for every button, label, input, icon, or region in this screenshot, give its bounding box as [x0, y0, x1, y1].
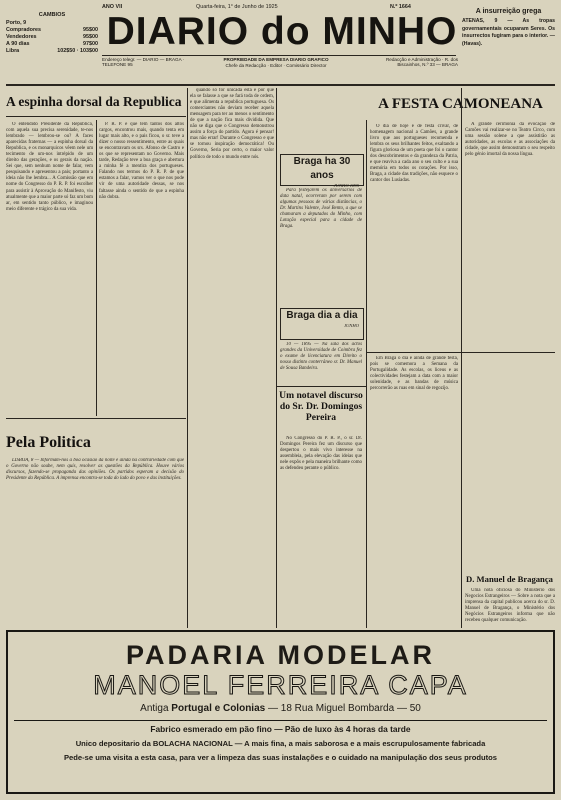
notavel-headline: Um notavel discurso do Sr. Dr. Domingos Pereira: [279, 390, 363, 423]
festa-col-1: [370, 124, 458, 348]
bragadia-date: JUNHO: [343, 323, 359, 328]
pela-politica-body: [6, 458, 184, 626]
cambios-row-value: 95$00: [83, 27, 98, 34]
manuel-text: Uma nota oficiosa do Ministerio dos Negocios Estrangeiros — Sobre a nota que a imprensa da capital publicou acerca do sr. D. Manuel de Bragança, o Ministério dos Negócios Estrangeiros informa que não recebeu qualquer comunicação.: [465, 588, 555, 624]
pela-politica-text: LISBOA, 8 — Informam-nos a boa ocasião da noite e ainda na contrariedade com que o Governo não soube, nem quis, resolver as questões da República. Houve vários discursos, fazendo-se propaganda das opiniões. Os partidos esperam a decisão do Presidente da República. A imprensa encontra-se toda do lado do povo e das instituições.: [6, 458, 184, 482]
bragadia-text: 10 — 1895 — Na sala dos actos grandes da Universidade de Coimbra fez o exame de licenciatura em Direito o nosso distinto conterrâneo sr. Dr. Manuel de Sousa Bandeira.: [280, 342, 362, 372]
ad-address-prefix: Antiga: [140, 703, 169, 714]
telegraph-address: Endereço telegr. — DIARIO — BRAGA · TELEFONE 95: [102, 57, 185, 68]
ad-subtitle: MANOEL FERREIRA CAPA: [93, 670, 468, 700]
ad-line-3: Pede-se uma visita a esta casa, para ver a limpeza das suas instalações e o cuidado na manipulação dos seus produtos: [63, 753, 498, 762]
festa-col-2-text: A grande cerimónia da evocação de Camões vai realizar-se no Teatro Circo, com uma sessão solene a que assistirão as autoridades, as escolas e as associações da cidade, que assim demonstram o seu respeito pelo génio imortal da nossa língua.: [465, 122, 555, 158]
espinha-headline: A espinha dorsal da Republica: [6, 94, 182, 109]
braga30-date: JUNHO 1895: [333, 183, 359, 188]
espinha-col-1: [6, 122, 93, 414]
notavel-text: No Congresso do P. R. P., o sr. Dr. Domingos Pereira fez um discurso que despertou o mais vivo interesse na assembleia, pela elevação das ideias que nele expôs e pela maneira brilhante como as defendeu perante o público.: [280, 436, 362, 472]
padaria-ad: [6, 630, 555, 794]
bragadia-header: [280, 308, 364, 340]
ad-address-bold: Portugal e Colonias: [171, 703, 266, 714]
braga30-header: [280, 154, 364, 186]
cambios-title: CAMBIOS: [38, 12, 66, 18]
staff-line: Chefe da Redacção · Editor · Comissário Director: [225, 63, 327, 68]
pela-politica-headline: Pela Politica: [6, 434, 91, 451]
festa-col-3-text: Em Braga o dia é ainda de grande festa, pois se comemora a Semana da Portugalidade. As escolas, os liceus e as colectividades festejam a data com a maior solenidade, e as bandas de música percorrerão as ruas em sinal de regozijo.: [370, 356, 458, 392]
date-label: Quarta-feira, 1° de Junho de 1925: [196, 4, 278, 10]
year-label: ANO VII: [102, 4, 123, 10]
espinha-col-1-text: O entendido Presidente da Republica, com aquela sua precisa serenidade, te-nos lembrado — lembrou-se ou? A faces aparecidas fraternas — a espinha dorsal da Republica, e os monarquicos vêem nele um tecimento de um-nos intrépido de um direito das gerações, e os gerais da nação. Sei que, sem nenhum nome de falar, vem pesquisando e apresentou a pais; portanto a ideia não lhe lembra... A Comissão que em nome do Congresso do P. R. P. foi escolher para assistir à Aprovação do Manifesto, viu atualmente que a maior parte só faz um bom ar, em sentido tanto público, e imaginou meio diferente e trágico da sua vida.: [6, 122, 93, 212]
espinha-col-3: [190, 88, 274, 414]
espinha-col-2: [99, 122, 184, 414]
festa-col-1-text: O dia de hoje é de festa crivar, de homenagem nacional a Camões, a grande livro que aos portugueses recomenda e lembra os seus brilhantes feitos, exaltando a figura gloriosa de um poeta que foi o cantor dos descobrimentos e da grandeza da Patria, e que reaviva a cada ano o seu culto e a sua memória em todos os corações. Por isso, Braga, a cidade das tradições, não esquece o cantor dos Lusíadas.: [370, 124, 458, 184]
cambios-row: [6, 27, 98, 34]
newspaper-page: [6, 4, 555, 796]
cambios-row: [6, 41, 98, 48]
cambios-row: [6, 48, 98, 55]
braga30-body: [280, 188, 362, 303]
cambios-row-value: 102$50 · 103$00: [57, 48, 98, 55]
festa-headline: A FESTA CAMONEANA: [378, 96, 543, 112]
address-line: Redacção e Administração · R. dos Biscainhos, N.º 33 — BRAGA: [385, 57, 458, 68]
ownership-line: PROPRIEDADE DA EMPRESA DIARIO GRAFICO: [223, 57, 329, 62]
notavel-body: [280, 436, 362, 626]
issue-number: N.º 1664: [390, 4, 411, 10]
manuel-headline: D. Manuel de Bragança: [466, 574, 553, 584]
bragadia-title: Braga dia a dia: [286, 310, 358, 321]
cambios-row-label: Compradores: [6, 27, 42, 34]
braga30-text: Para festejarem os aniversários de data natal, ocorreram por serem com algumas pessoas de várias distâncias, o Dr. Martins Valente, José Bento, a que se chamaram a deputados do Minho, com Lotação especial para a cidade de Braga.: [280, 188, 362, 230]
festa-col-2: [465, 122, 555, 348]
insurreicao-body: ATENAS, 9 — As tropas governamentais ocuparam Seres. Os insurrectos fugiram para o interior. — (Havas).: [462, 18, 555, 47]
insurreicao-title: A insurreição grega: [475, 8, 542, 15]
cambios-row-value: 95$00: [83, 34, 98, 41]
cambios-row-label: A 90 dias: [6, 41, 30, 48]
cambios-row-value: 97$00: [83, 41, 98, 48]
cambios-row-label: Porto, 9: [6, 20, 27, 27]
bragadia-body: [280, 342, 362, 382]
cambios-row-label: Libra: [6, 48, 20, 55]
cambios-row: [6, 20, 98, 27]
cambios-box: [6, 12, 98, 82]
cambios-row-label: Vendedores: [6, 34, 37, 41]
espinha-col-2-text: P. R. P. e que tem tantos dos altos cargos, encontrou mais, quando tenta em lugar mais alto, e o pais ficou, o sr. teve a dizer o nosso ressentimento, entre as quais se encontravam os srs. Afonso de Castro e os que se representam no Governo. Mais tarde, Redação teve a boa graça e abertura a minha fé a mentira dos portugueses. Falando nos termos do P. R. P. de que estamos a falar, vamos ver o que nos pode vir de uma autoridade dessas, se nos faltasse ainda o sentido de que a espinha não dobra.: [99, 122, 184, 200]
ad-line-2: Unico depositario da BOLACHA NACIONAL — A mais fina, a mais saborosa e a mais escrupulosamente fabricada: [75, 739, 486, 748]
ad-address-rest: — 18 Rua Miguel Bombarda — 50: [267, 703, 421, 714]
masthead-title: DIARIO do MINHO: [106, 10, 458, 53]
braga30-title: Braga ha 30 anos: [293, 156, 351, 181]
ad-title: PADARIA MODELAR: [126, 640, 435, 670]
ad-line-1: Fabrico esmerado em pão fino — Pão de luxo às 4 horas da tarde: [150, 724, 411, 734]
insurreicao-box: [462, 8, 555, 48]
manuel-body: [465, 588, 555, 626]
festa-col-3: [370, 356, 458, 626]
ad-address: [8, 702, 553, 716]
cambios-row: [6, 34, 98, 41]
espinha-col-3-text: quando só for unicada esta e por que ela se falasse a que se fará toda de ordem, e que alimenta a republica portuguesa. Os comerciantes não deviam receber aquela mensagem para ter ao menos o sentimento de que a nação fica mais dividida. Que não se diga que o Congresso demonstrou assim a força do partido. Agora é pensar! mas não errar! Durante o Congresso e que se tornou inspiração democrática! Ou Governo, Seria por certo, o maior valor político de todo o mundo entre nós.: [190, 88, 274, 160]
